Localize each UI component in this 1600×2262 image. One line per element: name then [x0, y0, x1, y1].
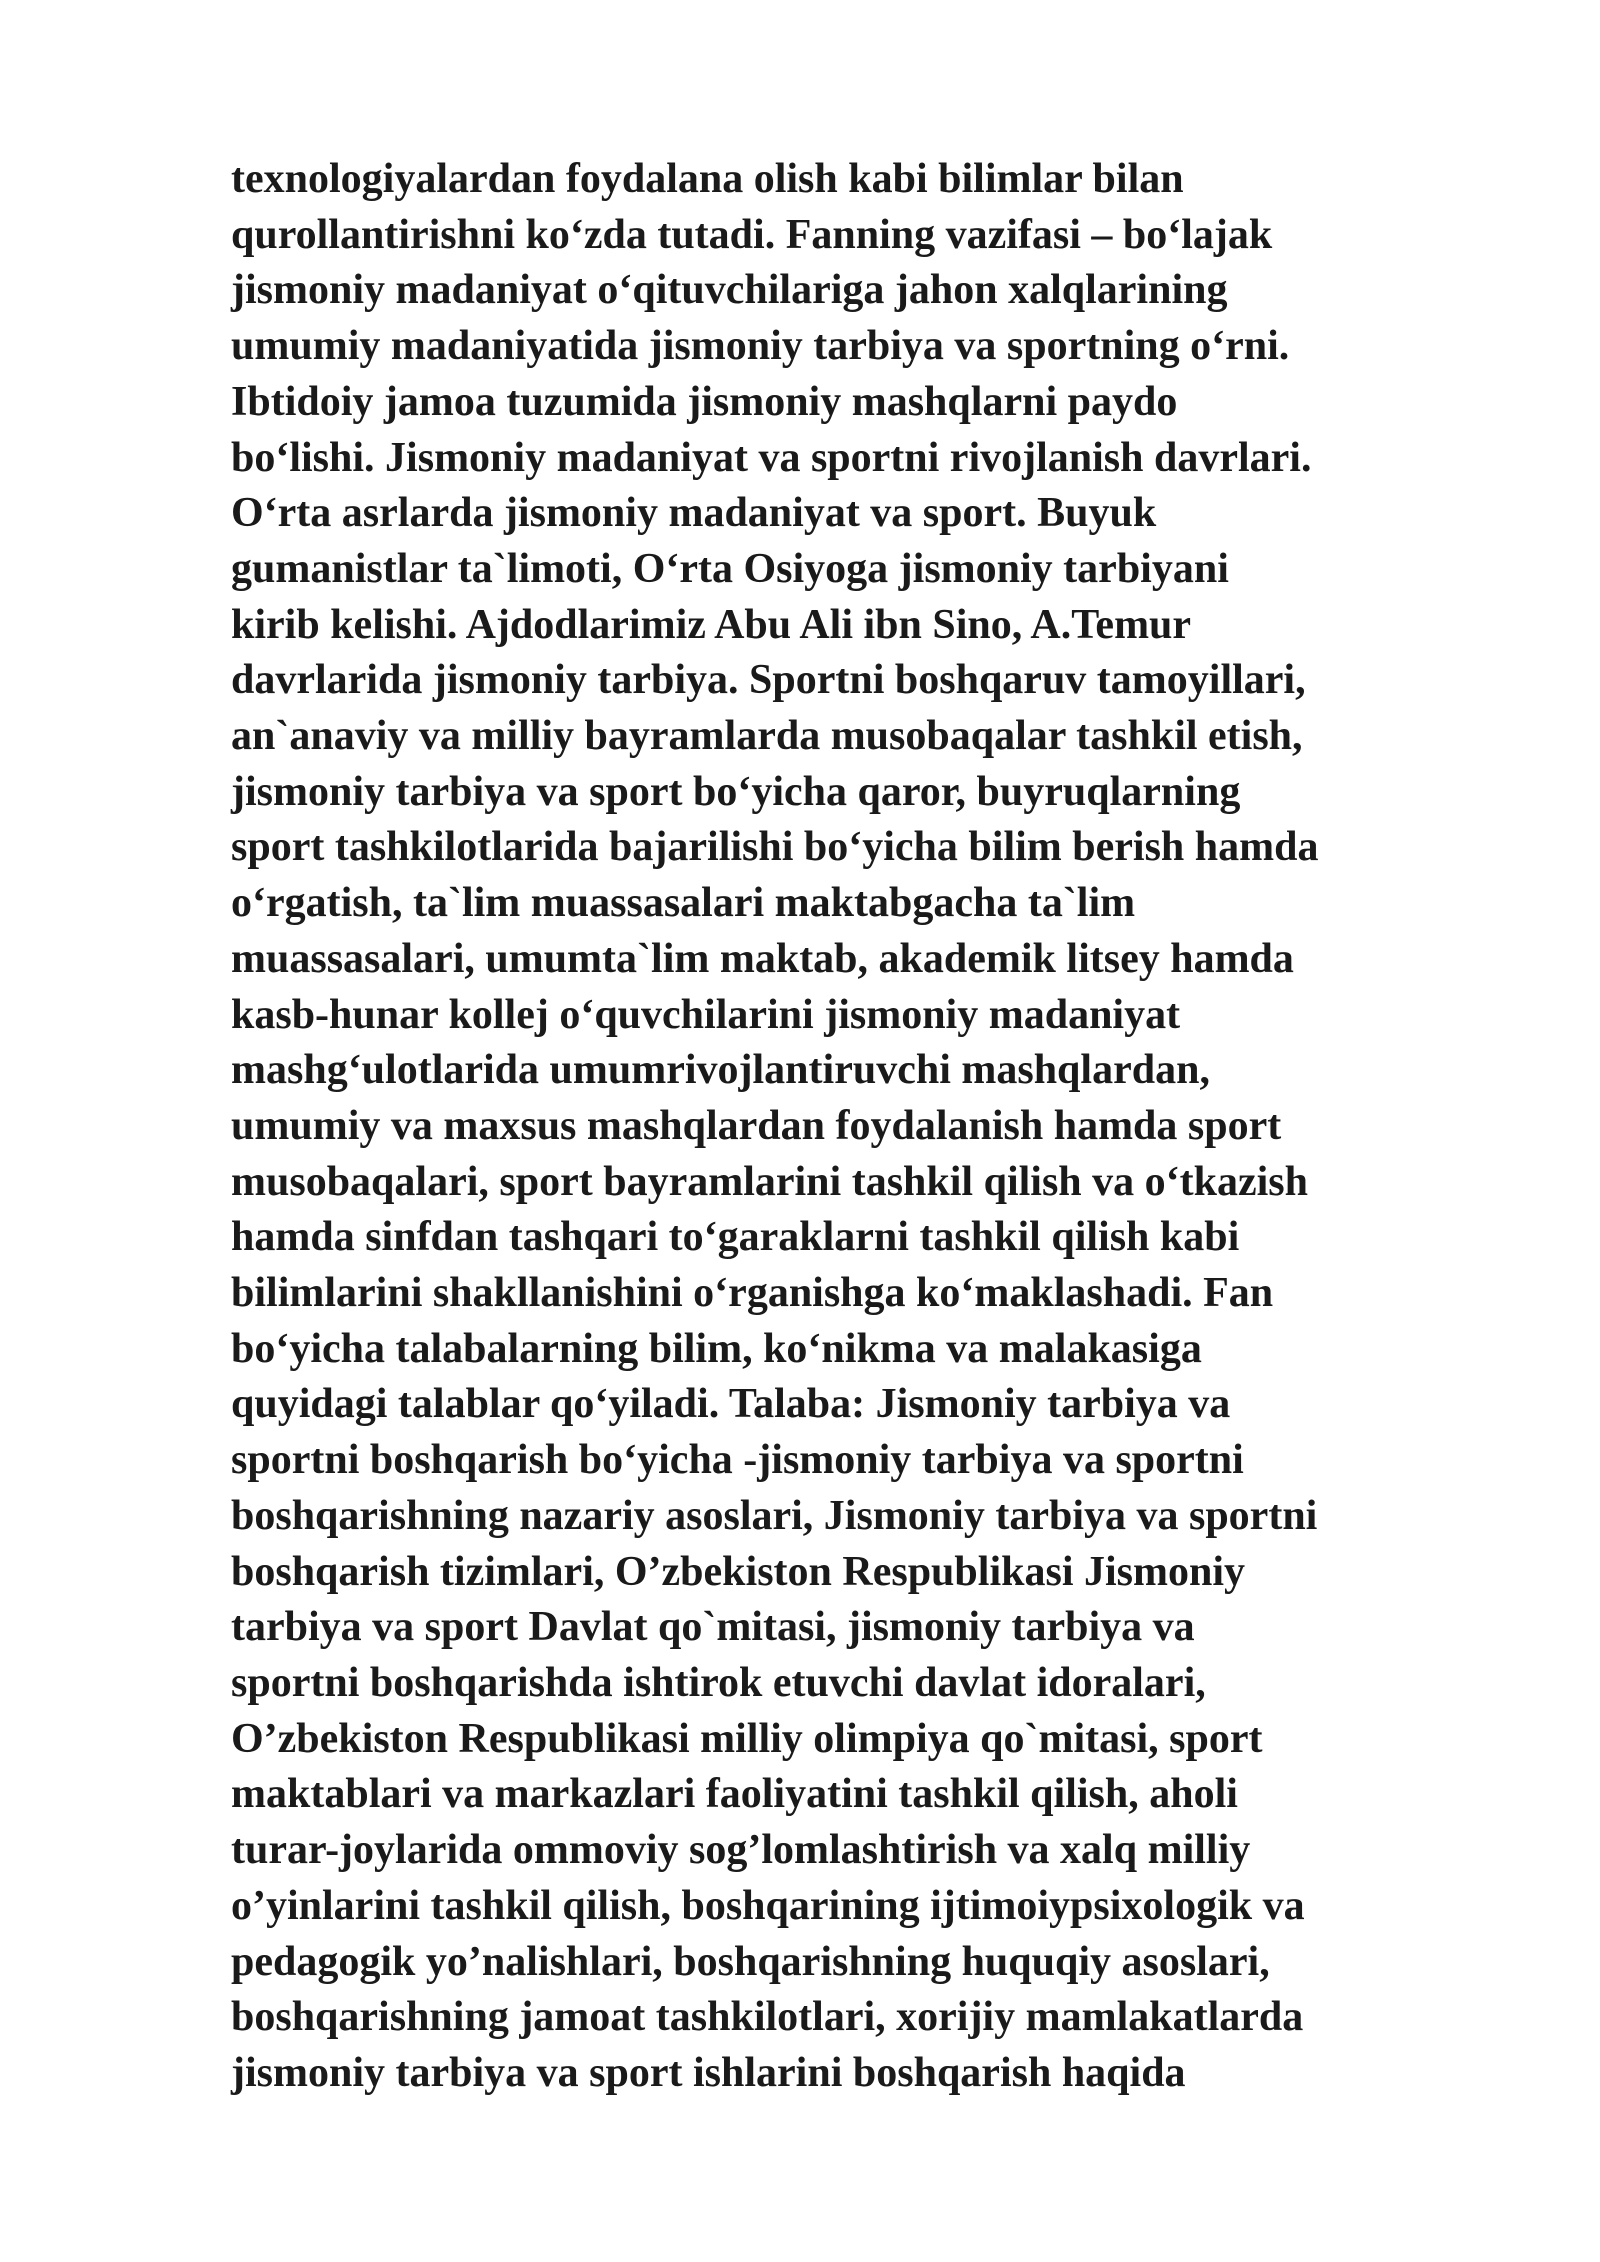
- text-line: bo‘yicha talabalarning bilim, ko‘nikma va malakasiga: [231, 1325, 1202, 1372]
- text-line: boshqarishning nazariy asoslari, Jismoniy tarbiya va sportni: [231, 1492, 1318, 1539]
- text-line: turar-joylarida ommoviy sog’lomlashtirish va xalq milliy: [231, 1827, 1251, 1874]
- text-line: qurollantirishni ko‘zda tutadi. Fanning vazifasi – bo‘lajak: [231, 211, 1273, 258]
- text-line: quyidagi talablar qo‘yiladi. Talaba: Jismoniy tarbiya va: [231, 1381, 1231, 1428]
- text-line: gumanistlar ta`limoti, O‘rta Osiyoga jismoniy tarbiyani: [231, 545, 1229, 592]
- text-line: bo‘lishi. Jismoniy madaniyat va sportni rivojlanish davrlari.: [231, 434, 1312, 481]
- text-line: o’yinlarini tashkil qilish, boshqarining ijtimoiypsixologik va: [231, 1882, 1305, 1929]
- text-line: jismoniy tarbiya va sport ishlarini boshqarish haqida: [231, 2049, 1186, 2096]
- text-line: mashg‘ulotlarida umumrivojlantiruvchi mashqlardan,: [231, 1047, 1210, 1094]
- text-line: Ibtidoiy jamoa tuzumida jismoniy mashqlarni paydo: [231, 378, 1178, 425]
- text-line: an`anaviy va milliy bayramlarda musobaqalar tashkil etish,: [231, 713, 1303, 760]
- text-line: bilimlarini shakllanishini o‘rganishga ko‘maklashadi. Fan: [231, 1270, 1274, 1317]
- text-line: sport tashkilotlarida bajarilishi bo‘yicha bilim berish hamda: [231, 824, 1319, 871]
- text-line: kasb-hunar kollej o‘quvchilarini jismoniy madaniyat: [231, 991, 1181, 1038]
- text-line: muassasalari, umumta`lim maktab, akademik litsey hamda: [231, 935, 1294, 982]
- text-line: sportni boshqarish bo‘yicha -jismoniy tarbiya va sportni: [231, 1437, 1244, 1484]
- text-line: pedagogik yo’nalishlari, boshqarishning huquqiy asoslari,: [231, 1938, 1270, 1985]
- text-line: texnologiyalardan foydalana olish kabi bilimlar bilan: [231, 156, 1184, 202]
- text-line: O‘rta asrlarda jismoniy madaniyat va sport. Buyuk: [231, 490, 1157, 537]
- text-line: maktablari va markazlari faoliyatini tashkil qilish, aholi: [231, 1771, 1238, 1818]
- text-line: tarbiya va sport Davlat qo`mitasi, jismoniy tarbiya va: [231, 1604, 1195, 1651]
- body-text: [231, 152, 1531, 2102]
- text-line: boshqarishning jamoat tashkilotlari, xorijiy mamlakatlarda: [231, 1994, 1304, 2041]
- text-line: o‘rgatish, ta`lim muassasalari maktabgacha ta`lim: [231, 880, 1136, 927]
- text-line: jismoniy madaniyat o‘qituvchilariga jahon xalqlarining: [231, 267, 1228, 314]
- text-line: kirib kelishi. Ajdodlarimiz Abu Ali ibn Sino, A.Temur: [231, 601, 1192, 648]
- text-line: musobaqalari, sport bayramlarini tashkil qilish va o‘tkazish: [231, 1158, 1309, 1205]
- text-line: umumiy va maxsus mashqlardan foydalanish hamda sport: [231, 1102, 1282, 1149]
- text-line: O’zbekiston Respublikasi milliy olimpiya qo`mitasi, sport: [231, 1715, 1263, 1762]
- text-line: umumiy madaniyatida jismoniy tarbiya va sportning o‘rni.: [231, 323, 1290, 370]
- text-line: sportni boshqarishda ishtirok etuvchi davlat idoralari,: [231, 1659, 1206, 1706]
- text-line: hamda sinfdan tashqari to‘garaklarni tashkil qilish kabi: [231, 1214, 1240, 1261]
- text-line: davrlarida jismoniy tarbiya. Sportni boshqaruv tamoyillari,: [231, 657, 1306, 704]
- text-line: boshqarish tizimlari, O’zbekiston Respublikasi Jismoniy: [231, 1548, 1246, 1595]
- text-line: jismoniy tarbiya va sport bo‘yicha qaror, buyruqlarning: [231, 768, 1241, 815]
